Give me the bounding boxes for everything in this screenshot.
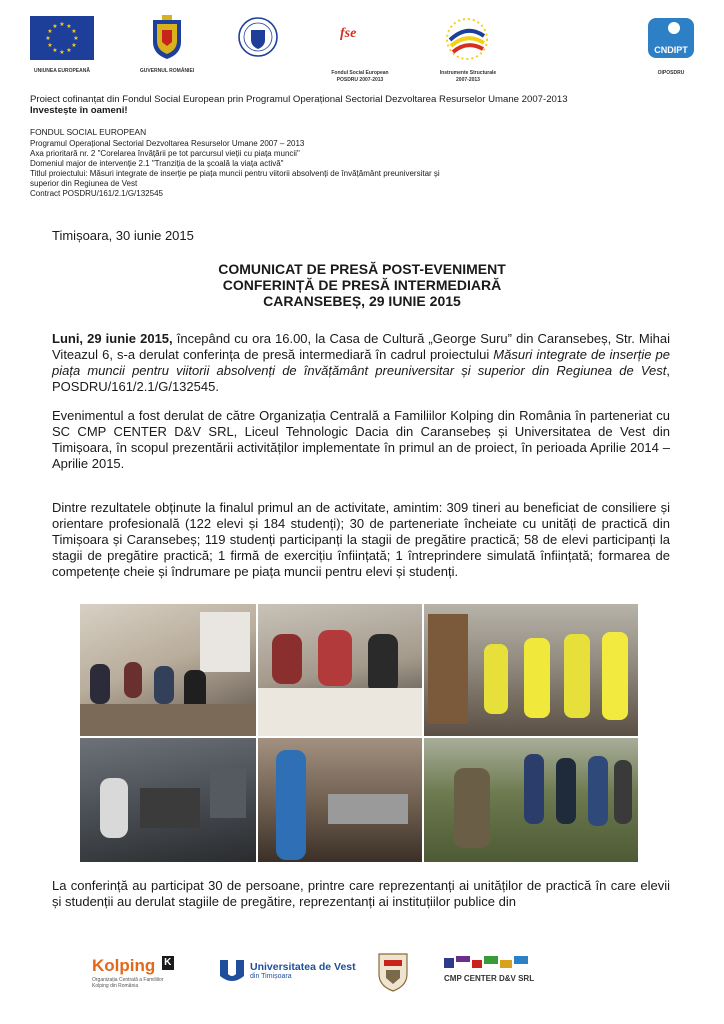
photo-computer-lab xyxy=(80,738,256,862)
fse-caption-1: Fondul Social European xyxy=(331,70,389,76)
press-release-title-2: CONFERINȚĂ DE PRESĂ INTERMEDIARĂ xyxy=(222,277,502,293)
fse-block-line: Titlul proiectului: Măsuri integrate de inserție pe piața muncii pentru viitorii absolvenți de învățământ preuniversitar și xyxy=(30,169,440,178)
paragraph-participants: La conferință au participat 30 de persoane, printre care reprezentanți ai unităților de practică în care elevii și studenții au derulat stagiile de pregătire, reprezentanți ai instituțiilor publice din xyxy=(52,878,670,909)
fse-block-line: superior din Regiunea de Vest xyxy=(30,179,138,188)
fse-logo xyxy=(340,24,380,46)
project-intro-line-2: Investește în oameni! xyxy=(30,105,128,116)
svg-text:★: ★ xyxy=(66,47,72,54)
kolping-sub-2: Kolping din România xyxy=(92,983,139,989)
fse-block-line: Contract POSDRU/161/2.1/G/132545 xyxy=(30,189,163,198)
eu-logo xyxy=(30,16,94,60)
svg-text:★: ★ xyxy=(59,21,65,28)
svg-text:★: ★ xyxy=(47,42,53,49)
kolping-k-icon: K xyxy=(162,956,174,970)
romania-coat-of-arms-icon xyxy=(150,14,184,60)
cndipt-caption: OIPOSDRU xyxy=(657,70,685,76)
fse-block-line: Domeniul major de intervenție 2.1 "Tranziția de la școală la viața activă" xyxy=(30,159,284,168)
eu-stars-icon xyxy=(30,16,94,60)
svg-text:★: ★ xyxy=(71,28,77,35)
ministry-seal-icon xyxy=(237,16,279,58)
svg-text:★: ★ xyxy=(47,28,53,35)
svg-text:★: ★ xyxy=(66,23,72,30)
paragraph-results: Dintre rezultatele obținute la finalul primul an de activitate, amintim: 309 tineri au beneficiat de consiliere și orientare profesională (122 elevi și 184 studenți); 30 de parteneriate încheiate cu unități de practică din Timișoara și Caransebeș; 119 studenți participanți la stagii de pregătire practică; 58 de elevi participanți la stagii de pregătire practică; 1 firmă de exercițiu înființată; 1 întreprindere simulată înființată; formarea de competențe cheie și îndrumare pe piața muncii pentru elevi și studenți. xyxy=(52,500,670,579)
svg-text:★: ★ xyxy=(52,47,58,54)
event-text-b: , POSDRU/161/2.1/G/132545. xyxy=(52,363,670,394)
photo-outdoor-field xyxy=(424,738,638,862)
photo-students-table xyxy=(258,604,422,736)
cndipt-symbol-icon xyxy=(668,22,680,34)
is-caption-2: 2007-2013 xyxy=(456,77,480,83)
event-date: Luni, 29 iunie 2015, xyxy=(52,331,173,346)
uvt-logo xyxy=(218,956,356,986)
fse-block-line: Axa prioritară nr. 2 "Corelarea învățării pe tot parcursul vieții cu piața muncii" xyxy=(30,149,300,158)
dacia-school-crest-icon xyxy=(376,950,410,992)
cmp-blocks-icon xyxy=(444,956,534,970)
svg-text:★: ★ xyxy=(73,35,79,42)
svg-text:★: ★ xyxy=(59,49,65,56)
paragraph-event-details xyxy=(52,331,670,395)
project-title-italic: Măsuri integrate de inserție pe piața muncii pentru viitorii absolvenți de învățământ preuniversitar și superior din Regiunea de Vest xyxy=(52,347,670,378)
kolping-sub-1: Organizația Centrală a Familiilor xyxy=(92,977,164,983)
fse-block-line: Programul Operațional Sectorial Dezvoltarea Resurselor Umane 2007 – 2013 xyxy=(30,139,305,148)
kolping-name: Kolping xyxy=(92,956,156,975)
cndipt-mark: CNDIPT xyxy=(654,45,688,55)
press-release-title-3: CARANSEBEȘ, 29 IUNIE 2015 xyxy=(263,293,461,309)
paragraph-partners: Evenimentul a fost derulat de către Organizația Centrală a Familiilor Kolping din România în parteneriat cu SC CMP CENTER D&V SRL, Liceul Tehnologic Dacia din Caransebeș și Universitatea de Vest din Timișoara, în scopul prezentării activităților implementate în primul an de proiect, în perioada Aprilie 2014 – Aprilie 2015. xyxy=(52,408,670,471)
structural-instruments-icon xyxy=(444,16,490,62)
fse-mark: fse xyxy=(340,26,357,41)
uvt-emblem-icon xyxy=(218,956,246,984)
press-release-title-1: COMUNICAT DE PRESĂ POST-EVENIMENT xyxy=(218,261,506,277)
svg-text:★: ★ xyxy=(71,42,77,49)
cmp-name: CMP CENTER D&V SRL xyxy=(444,974,535,983)
project-intro-line-1: Proiect cofinanțat din Fondul Social European prin Programul Operațional Sectorial Dezvoltarea Resurselor Umane 2007-2013 xyxy=(30,94,568,105)
is-caption-1: Instrumente Structurale xyxy=(439,70,497,76)
kolping-logo xyxy=(92,956,188,990)
date-line: Timișoara, 30 iunie 2015 xyxy=(52,228,194,243)
eu-caption: UNIUNEA EUROPEANĂ xyxy=(34,68,90,74)
cmp-center-logo xyxy=(440,956,560,986)
cndipt-logo xyxy=(648,18,694,58)
svg-text:★: ★ xyxy=(45,35,51,42)
photo-classroom-session xyxy=(80,604,256,736)
gov-caption: GUVERNUL ROMÂNIEI xyxy=(139,68,195,74)
event-text-a: începând cu ora 16.00, la Casa de Cultură „George Suru” din Caransebeș, Str. Mihai Viteazul 6, s-a derulat conferința de presă intermediară în cadrul proiectului xyxy=(52,331,670,362)
fse-block-title: FONDUL SOCIAL EUROPEAN xyxy=(30,127,147,137)
photo-workshop xyxy=(258,738,422,862)
fse-caption-2: POSDRU 2007-2013 xyxy=(336,77,384,83)
svg-text:★: ★ xyxy=(52,23,58,30)
uvt-name: Universitatea de Vest xyxy=(250,961,356,973)
photo-warehouse-visit xyxy=(424,604,638,736)
uvt-sub: din Timișoara xyxy=(250,973,292,980)
